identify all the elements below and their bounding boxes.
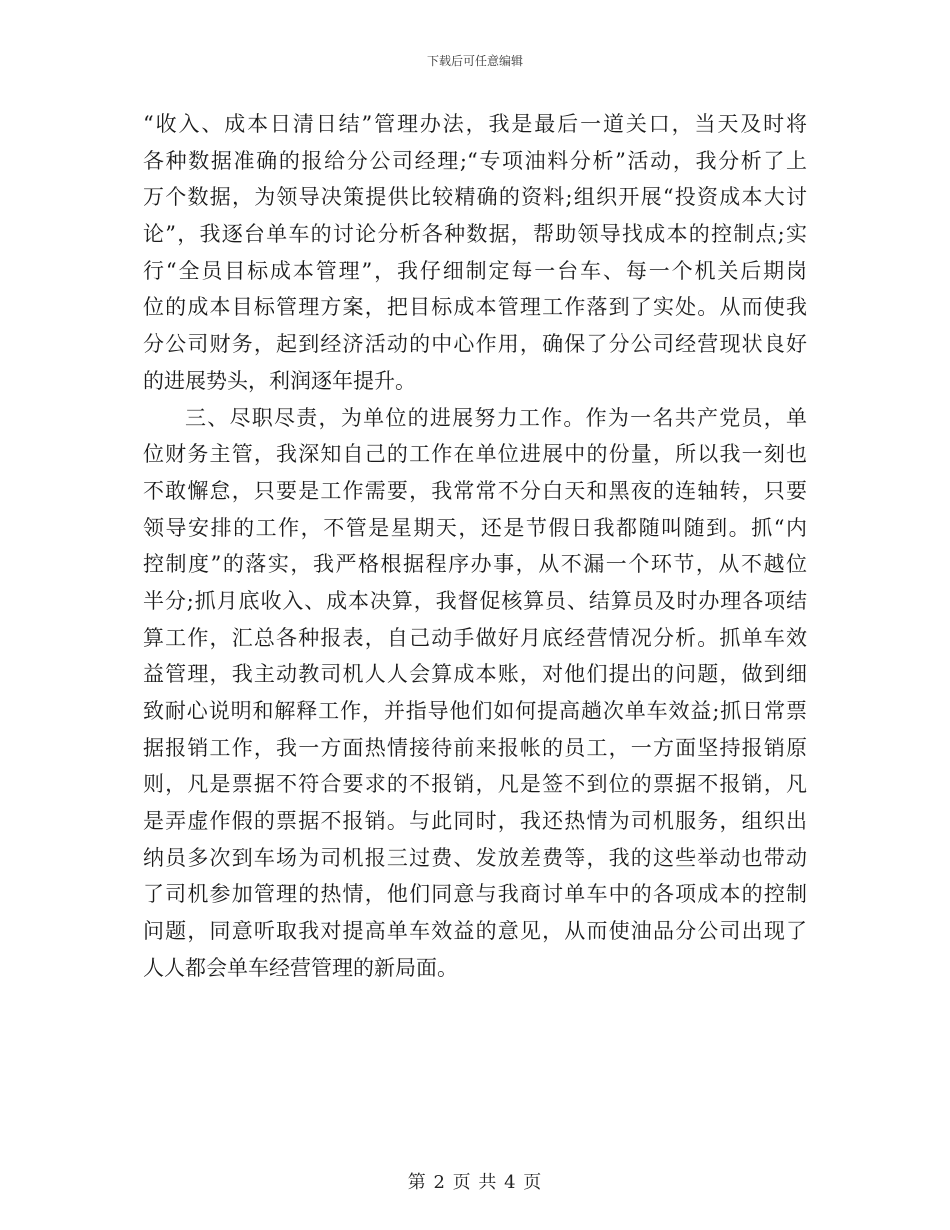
paragraph-line: 是弄虚作假的票据不报销。与此同时，我还热情为司机服务，组织出 bbox=[143, 809, 807, 834]
paragraph-line: 不敢懈怠，只要是工作需要，我常常不分白天和黑夜的连轴转，只要 bbox=[143, 478, 807, 503]
paragraph-line: 控制度”的落实，我严格根据程序办事，从不漏一个环节，从不越位 bbox=[143, 552, 807, 577]
paragraph-1 bbox=[143, 106, 807, 400]
page-header: 下载后可任意编辑 bbox=[426, 54, 523, 68]
paragraph-line: 人人都会单车经营管理的新局面。 bbox=[143, 955, 458, 980]
paragraph-line: 问题，同意听取我对提高单车效益的意见，从而使油品分公司出现了 bbox=[143, 919, 807, 944]
paragraph-line: 三、尽职尽责，为单位的进展努力工作。作为一名共产党员，单 bbox=[185, 405, 807, 430]
paragraph-line: 万个数据，为领导决策提供比较精确的资料;组织开展“投资成本大讨 bbox=[143, 185, 807, 210]
paragraph-line: 分公司财务，起到经济活动的中心作用，确保了分公司经营现状良好 bbox=[143, 332, 807, 357]
paragraph-line: 致耐心说明和解释工作，并指导他们如何提高趟次单车效益;抓日常票 bbox=[143, 699, 807, 723]
paragraph-2 bbox=[143, 400, 807, 987]
document-body bbox=[143, 106, 807, 987]
paragraph-line: 半分;抓月底收入、成本决算，我督促核算员、结算员及时办理各项结 bbox=[143, 588, 807, 613]
paragraph-line: 益管理，我主动教司机人人会算成本账，对他们提出的问题，做到细 bbox=[143, 662, 807, 687]
paragraph-line: 行“全员目标成本管理”，我仔细制定每一台车、每一个机关后期岗 bbox=[143, 258, 807, 283]
paragraph-line: 各种数据准确的报给分公司经理;“专项油料分析”活动，我分析了上 bbox=[143, 148, 807, 173]
paragraph-line: 算工作，汇总各种报表，自己动手做好月底经营情况分析。抓单车效 bbox=[143, 625, 807, 650]
paragraph-line: “收入、成本日清日结”管理办法，我是最后一道关口，当天及时将 bbox=[143, 112, 807, 136]
page-number-footer: 第 2 页 共 4 页 bbox=[407, 1172, 543, 1193]
paragraph-line: 据报销工作，我一方面热情接待前来报帐的员工，一方面坚持报销原 bbox=[143, 735, 807, 760]
paragraph-line: 领导安排的工作，不管是星期天，还是节假日我都随叫随到。抓“内 bbox=[143, 515, 807, 540]
paragraph-line: 的进展势头，利润逐年提升。 bbox=[143, 368, 416, 393]
paragraph-line: 位财务主管，我深知自己的工作在单位进展中的份量，所以我一刻也 bbox=[143, 442, 807, 467]
paragraph-line: 论”，我逐台单车的讨论分析各种数据，帮助领导找成本的控制点;实 bbox=[143, 222, 807, 247]
paragraph-line: 纳员多次到车场为司机报三过费、发放差费等，我的这些举动也带动 bbox=[143, 845, 807, 870]
paragraph-line: 位的成本目标管理方案，把目标成本管理工作落到了实处。从而使我 bbox=[143, 295, 807, 320]
paragraph-line: 了司机参加管理的热情，他们同意与我商讨单车中的各项成本的控制 bbox=[143, 882, 807, 907]
paragraph-line: 则，凡是票据不符合要求的不报销，凡是签不到位的票据不报销，凡 bbox=[143, 772, 807, 797]
